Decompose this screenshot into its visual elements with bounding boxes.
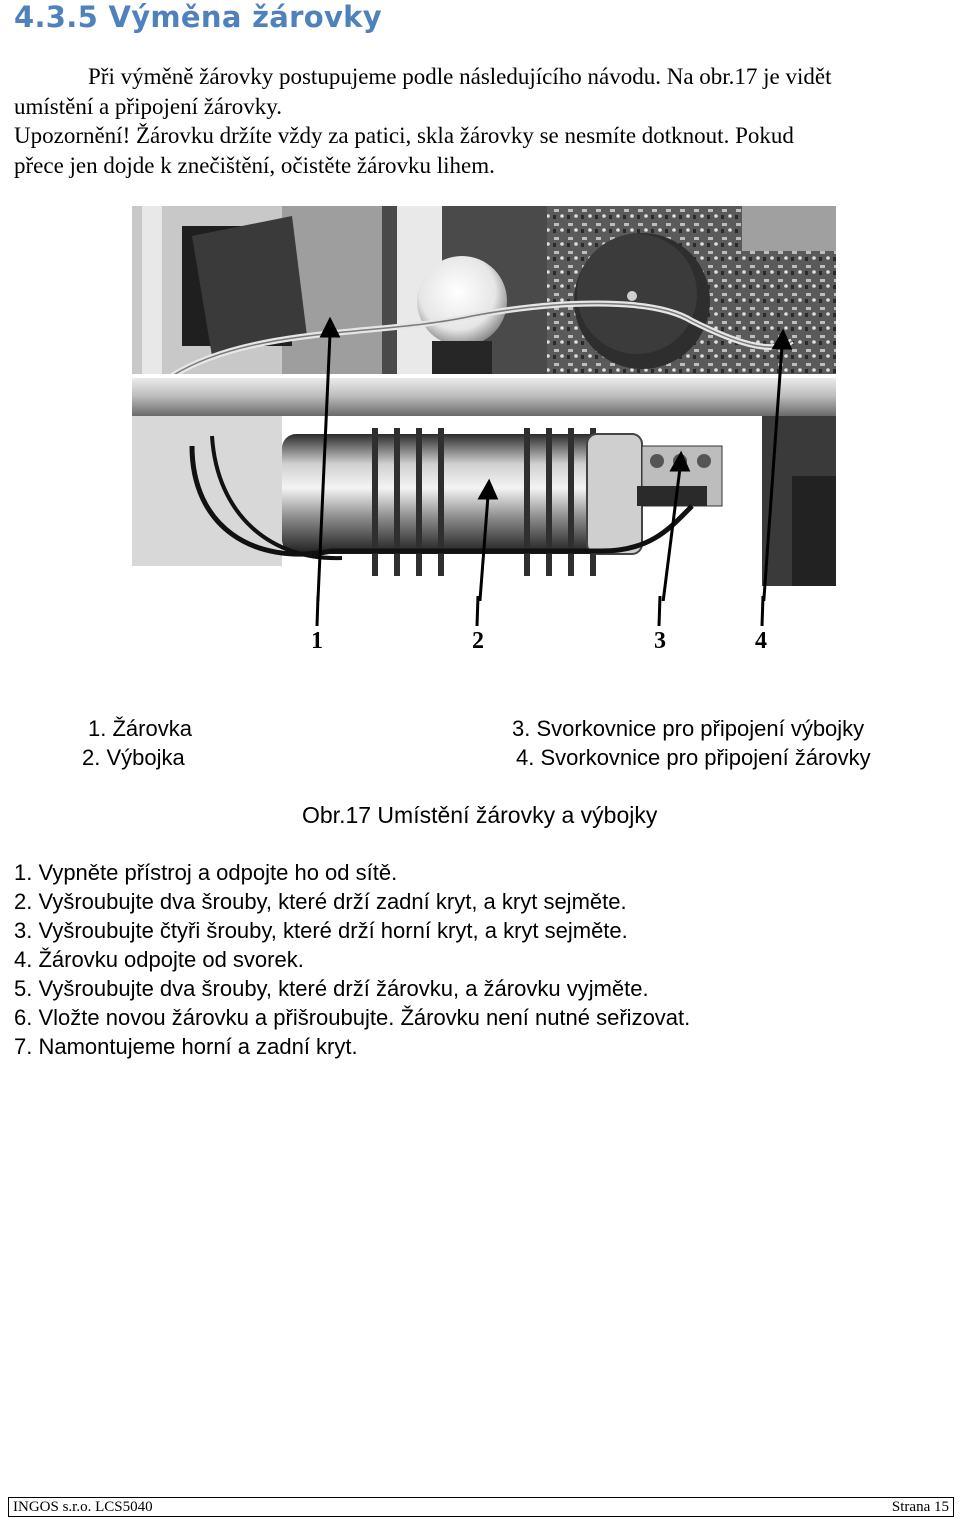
- callout-1: 1: [311, 628, 323, 654]
- callout-2: 2: [472, 628, 484, 654]
- footer-company: INGOS s.r.o. LCS5040: [13, 1499, 153, 1515]
- leader-lines: [0, 596, 960, 630]
- section-heading: 4.3.5 Výměna žárovky: [14, 0, 382, 34]
- step-item: 4. Žárovku odpojte od svorek.: [14, 947, 304, 972]
- legend-item-3: 3. Svorkovnice pro připojení výbojky: [512, 716, 865, 741]
- step-item: 7. Namontujeme horní a zadní kryt.: [14, 1034, 358, 1059]
- callout-4: 4: [755, 628, 767, 654]
- steps-list: [14, 858, 690, 1061]
- intro-text: [14, 62, 934, 180]
- intro-line-4: přece jen dojde k znečištění, očistěte žárovku lihem.: [14, 152, 495, 178]
- intro-line-2: umístění a připojení žárovky.: [14, 93, 283, 119]
- legend-item-2: 2. Výbojka: [82, 745, 185, 770]
- device-photo: [132, 206, 836, 601]
- step-item: 6. Vložte novou žárovku a přišroubujte. Žárovku není nutné seřizovat.: [14, 1005, 691, 1030]
- step-item: 2. Vyšroubujte dva šrouby, které drží zadní kryt, a kryt sejměte.: [14, 889, 627, 914]
- footer-page-number: Strana 15: [891, 1499, 949, 1515]
- callout-3: 3: [654, 628, 666, 654]
- intro-line-1: Při výměně žárovky postupujeme podle následujícího návodu. Na obr.17 je vidět: [88, 64, 832, 89]
- page-footer: [8, 1497, 954, 1517]
- step-item: 5. Vyšroubujte dva šrouby, které drží žárovku, a žárovku vyjměte.: [14, 976, 649, 1001]
- legend-item-1: 1. Žárovka: [88, 716, 192, 741]
- step-item: 3. Vyšroubujte čtyři šrouby, které drží horní kryt, a kryt sejměte.: [14, 918, 628, 943]
- intro-line-3: Upozornění! Žárovku držíte vždy za patici, skla žárovky se nesmíte dotknout. Pokud: [14, 123, 794, 148]
- figure-caption: Obr.17 Umístění žárovky a výbojky: [302, 802, 658, 828]
- step-item: 1. Vypněte přístroj a odpojte ho od sítě.: [14, 860, 398, 885]
- legend-item-4: 4. Svorkovnice pro připojení žárovky: [516, 745, 871, 770]
